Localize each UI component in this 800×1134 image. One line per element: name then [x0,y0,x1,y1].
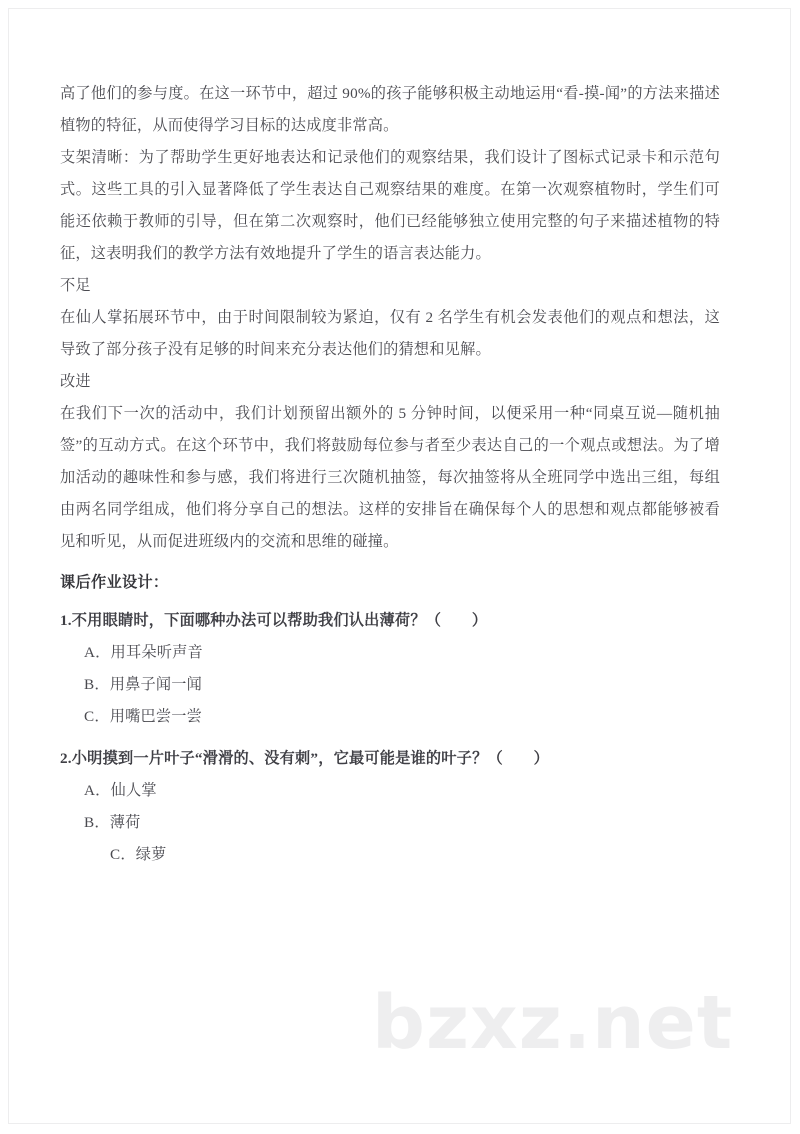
improvement-label: 改进 [60,373,91,390]
question-2-option-c: C．绿萝 [110,846,167,863]
question-1-stem: 1.不用眼睛时，下面哪种办法可以帮助我们认出薄荷？（ ） [60,612,488,629]
question-1-option-a: A．用耳朵听声音 [84,644,203,661]
paragraph-improvement: 在我们下一次的活动中，我们计划预留出额外的 5 分钟时间，以便采用一种“同桌互说—随机抽签”的互动方式。在这个环节中，我们将鼓励每位参与者至少表达自己的一个观点或想法。为了增加活动的趣味性和参与感，我们将进行三次随机抽签，每次抽签将从全班同学中选出三组，每组由两名同学组成，他们将分享自己的想法。这样的安排旨在确保每个人的思想和观点都能够被看见和听见，从而促进班级内的交流和思维的碰撞。 [60,405,720,550]
question-2-option-b: B．薄荷 [84,814,141,831]
homework-section-heading: 课后作业设计： [60,574,169,591]
paragraph-participation: 高了他们的参与度。在这一环节中，超过 90%的孩子能够积极主动地运用“看-摸-闻”的方法来描述植物的特征，从而使得学习目标的达成度非常高。 [60,85,720,134]
question-1-option-b: B．用鼻子闻一闻 [84,676,203,693]
paragraph-shortcoming: 在仙人掌拓展环节中，由于时间限制较为紧迫，仅有 2 名学生有机会发表他们的观点和想法，这导致了部分孩子没有足够的时间来充分表达他们的猜想和见解。 [60,309,720,358]
paragraph-scaffolding: 支架清晰：为了帮助学生更好地表达和记录他们的观察结果，我们设计了图标式记录卡和示范句式。这些工具的引入显著降低了学生表达自己观察结果的难度。在第一次观察植物时，学生们可能还依赖于教师的引导，但在第二次观察时，他们已经能够独立使用完整的句子来描述植物的特征，这表明我们的教学方法有效地提升了学生的语言表达能力。 [60,149,720,262]
question-spacer [60,733,720,737]
document-content [60,78,720,871]
question-1-option-c: C．用嘴巴尝一尝 [84,708,203,725]
question-2-stem: 2.小明摸到一片叶子“滑滑的、没有刺”，它最可能是谁的叶子？（ ） [60,750,550,767]
site-watermark: bzxz.net [372,980,734,1066]
question-2-option-a: A．仙人掌 [84,782,157,799]
shortcoming-label: 不足 [60,277,91,294]
